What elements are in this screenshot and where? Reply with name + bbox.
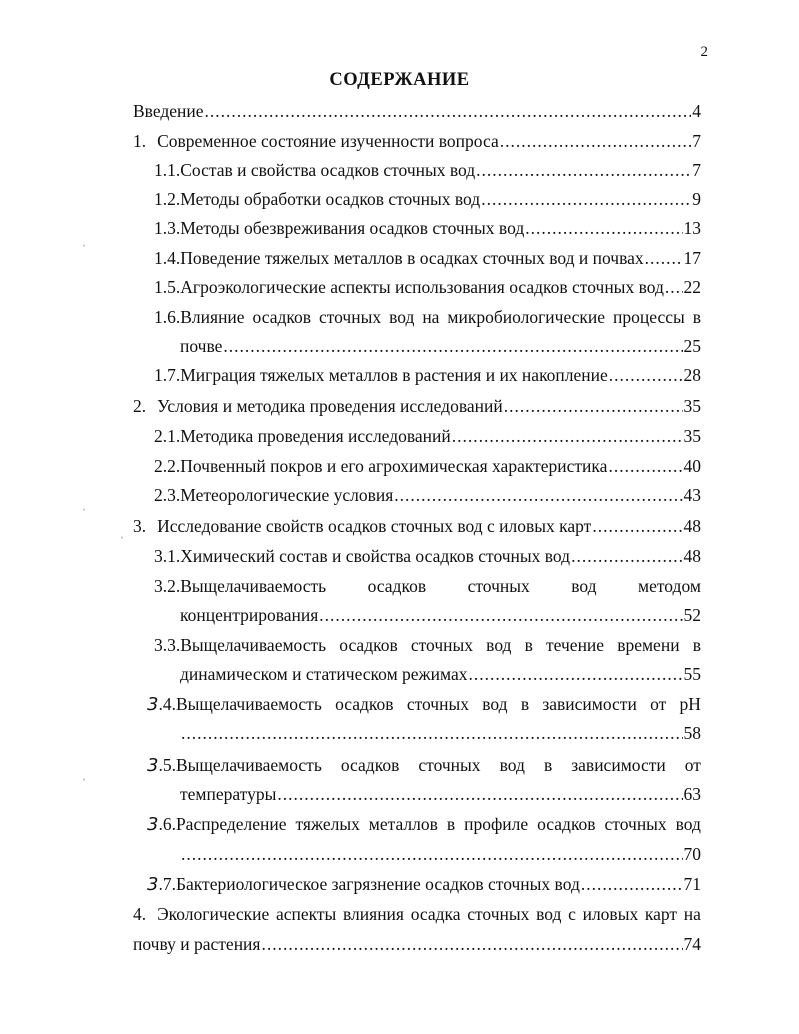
toc-entry-2-2[interactable] (154, 455, 701, 477)
toc-entry-3-1[interactable] (154, 545, 701, 567)
leader-dots (665, 276, 683, 298)
toc-word: Выщелачиваемость (175, 755, 322, 775)
toc-entry-number: .5. (158, 755, 176, 775)
toc-word: времени (617, 635, 680, 655)
scan-speck: ˌ (120, 525, 124, 539)
toc-entry-3[interactable] (133, 515, 701, 537)
toc-entry-text: Поведение тяжелых металлов в осадках сточных вод и почвах (180, 248, 644, 268)
toc-entry-3-3[interactable] (154, 634, 701, 656)
leader-dots (481, 188, 691, 210)
toc-entry-text: Введение (133, 101, 204, 121)
toc-word: Выщелачиваемость (180, 635, 327, 655)
toc-entry-page: 71 (683, 874, 701, 894)
toc-word: влияния (343, 904, 404, 924)
toc-word: в (692, 307, 701, 327)
toc-entry-number: 3. (133, 516, 147, 536)
toc-entry-page: 63 (683, 784, 701, 804)
toc-word: вод (536, 904, 562, 924)
toc-entry-text: почве (180, 336, 223, 356)
toc-word: карт (644, 904, 678, 924)
toc-entry-number: 3.1. (154, 546, 181, 566)
toc-entry-text: концентрирования (180, 605, 319, 625)
toc-entry-page: 74 (683, 934, 701, 954)
toc-entry-page: 52 (683, 605, 701, 625)
toc-word: зависимости (571, 755, 666, 775)
toc-word: сточных (604, 814, 667, 834)
scan-speck: ˌ (82, 767, 86, 781)
toc-entry-text: Метеорологические условия (180, 485, 394, 505)
toc-entry-3-4[interactable] (147, 693, 701, 716)
leader-dots (571, 545, 682, 567)
toc-entry-4-continuation[interactable] (133, 933, 701, 955)
toc-entry-3-4-continuation[interactable] (180, 722, 701, 744)
toc-word: сточных (410, 635, 474, 655)
toc-word: от (684, 755, 701, 775)
leader-dots (525, 217, 682, 239)
toc-entry-text: Методика проведения исследований (180, 426, 451, 446)
toc-word: тяжелых (295, 814, 360, 834)
toc-word: осадков (537, 814, 596, 834)
toc-entry-number: 1.2. (154, 189, 181, 209)
toc-entry-2[interactable] (133, 395, 701, 417)
toc-entry-page: 58 (683, 723, 701, 743)
toc-entry-page: 43 (683, 485, 701, 505)
toc-entry-text: почву и растения (133, 934, 261, 954)
toc-entry-text: Методы обработки осадков сточных вод (180, 189, 481, 209)
leader-dots (608, 455, 682, 477)
toc-entry-text: Методы обезвреживания осадков сточных вод (180, 218, 525, 238)
toc-entry-text: Агроэкологические аспекты использования осадков сточных вод (180, 277, 664, 297)
toc-entry-page: 4 (692, 101, 701, 121)
leader-dots (592, 515, 682, 537)
toc-word: аспекты (275, 904, 337, 924)
toc-entry-3-5-continuation[interactable] (180, 783, 701, 805)
toc-word: процессы (613, 307, 685, 327)
toc-entry-3-2-continuation[interactable] (180, 604, 701, 626)
toc-entry-number: 3.2. (154, 576, 181, 596)
toc-entry-1-6[interactable] (154, 306, 701, 328)
leader-dots (504, 395, 683, 417)
toc-entry-page: 28 (683, 365, 701, 385)
toc-word: сточных (406, 694, 469, 714)
toc-word: Распределение (175, 814, 287, 834)
toc-word: течение (546, 635, 605, 655)
toc-entry-1-1[interactable] (154, 159, 701, 181)
toc-entry-page: 70 (683, 844, 701, 864)
toc-word: Экологические (157, 904, 270, 924)
toc-word: методом (638, 576, 701, 596)
toc-word: профиле (464, 814, 529, 834)
scan-speck: ˌ (82, 233, 86, 247)
toc-entry-page: 7 (692, 131, 701, 151)
leader-dots (181, 722, 683, 744)
toc-entry-3-3-continuation[interactable] (180, 663, 701, 685)
toc-word: Выщелачиваемость (180, 576, 327, 596)
toc-word: вод (486, 635, 512, 655)
toc-word: сточных (467, 904, 530, 924)
handwritten-number: 3 (147, 874, 159, 895)
handwritten-number: 3 (147, 755, 159, 776)
leader-dots (394, 484, 682, 506)
toc-word: микробиологические (447, 307, 606, 327)
toc-word: от (650, 694, 667, 714)
leader-dots (476, 159, 691, 181)
toc-entry-4[interactable] (133, 903, 701, 925)
toc-entry-number: 1.6. (154, 307, 181, 327)
toc-word: в (543, 755, 553, 775)
toc-word: осадка (410, 904, 461, 924)
toc-word: в (446, 814, 456, 834)
toc-word: металлов (368, 814, 438, 834)
toc-entry-page: 9 (692, 189, 701, 209)
toc-entry-page: 25 (683, 336, 701, 356)
toc-entry-number: .4. (158, 694, 176, 714)
toc-word: Выщелачиваемость (175, 694, 322, 714)
toc-word: вод (482, 694, 508, 714)
toc-entry-intro[interactable] (133, 100, 701, 122)
leader-dots (469, 663, 683, 685)
toc-word: на (683, 904, 701, 924)
toc-entry-text: Химический состав и свойства осадков сточных вод (180, 546, 571, 566)
toc-word: сточных (318, 307, 382, 327)
toc-entry-page: 13 (683, 218, 701, 238)
toc-entry-text: динамическом и статическом режимах (180, 664, 468, 684)
toc-entry-1-7[interactable] (154, 364, 701, 386)
toc-entry-number: 1. (133, 131, 147, 151)
toc-entry-2-1[interactable] (154, 425, 701, 447)
leader-dots (223, 335, 682, 357)
toc-word: иловых (582, 904, 639, 924)
toc-word: осадков (335, 694, 394, 714)
toc-word: зависимости (542, 694, 637, 714)
toc-entry-3-5[interactable] (147, 754, 701, 777)
toc-entry-number: 2. (133, 396, 147, 416)
handwritten-number: 3 (147, 694, 159, 715)
toc-entry-number: 1.5. (154, 277, 181, 297)
toc-entry-number: 4. (133, 904, 147, 924)
toc-entry-text: Условия и методика проведения исследований (157, 396, 503, 416)
toc-word: в (692, 635, 701, 655)
toc-entry-page: 35 (683, 396, 701, 416)
toc-entry-page: 55 (683, 664, 701, 684)
toc-entry-page: 48 (683, 546, 701, 566)
page-number: 2 (700, 44, 708, 60)
toc-word: с (568, 904, 576, 924)
toc-entry-page: 17 (683, 248, 701, 268)
toc-word: осадков (340, 755, 400, 775)
toc-entry-page: 35 (683, 426, 701, 446)
toc-entry-number: 1.1. (154, 160, 181, 180)
toc-word: сточных (467, 576, 530, 596)
toc-word: вод (571, 576, 597, 596)
toc-entry-text: температуры (180, 784, 277, 804)
toc-entry-text: Почвенный покров и его агрохимическая характеристика (180, 456, 608, 476)
toc-word: осадков (339, 635, 398, 655)
toc-entry-number: 1.4. (154, 248, 181, 268)
toc-entry-1-6-continuation[interactable] (180, 335, 701, 357)
toc-entry-text: Миграция тяжелых металлов в растения и их накопление (180, 365, 608, 385)
toc-entry-1-3[interactable] (154, 217, 701, 239)
toc-entry-1-4[interactable] (154, 247, 701, 269)
toc-word: сточных (418, 755, 481, 775)
leader-dots (277, 783, 682, 805)
scan-speck: ˌ (82, 497, 86, 511)
toc-entry-page: 40 (683, 456, 701, 476)
toc-entry-1[interactable] (133, 130, 701, 152)
leader-dots (319, 604, 682, 626)
toc-word: Влияние (180, 307, 245, 327)
toc-entry-number: .7. (158, 874, 176, 894)
page-title: СОДЕРЖАНИЕ (329, 70, 470, 90)
toc-entry-3-6-continuation[interactable] (180, 843, 701, 865)
handwritten-number: 3 (147, 814, 159, 835)
toc-entry-1-5[interactable] (154, 276, 701, 298)
toc-entry-page: 7 (692, 160, 701, 180)
toc-entry-3-6[interactable] (147, 813, 701, 836)
toc-word: осадков (367, 576, 427, 596)
toc-entry-page: 22 (683, 277, 701, 297)
toc-entry-number: 1.7. (154, 365, 181, 385)
leader-dots (500, 130, 692, 152)
toc-entry-2-3[interactable] (154, 484, 701, 506)
toc-entry-text: Состав и свойства осадков сточных вод (180, 160, 476, 180)
toc-word: pH (679, 694, 701, 714)
toc-word: в (520, 694, 530, 714)
toc-entry-number: 2.2. (154, 456, 181, 476)
leader-dots (452, 425, 683, 447)
toc-word: осадков (252, 307, 311, 327)
leader-dots (645, 247, 683, 269)
toc-entry-text: Современное состояние изученности вопроса (157, 131, 499, 151)
toc-entry-number: 3.3. (154, 635, 181, 655)
toc-entry-number: .6. (158, 814, 176, 834)
leader-dots (205, 100, 692, 122)
toc-word: вод (675, 814, 701, 834)
toc-entry-1-2[interactable] (154, 188, 701, 210)
leader-dots (181, 843, 683, 865)
toc-entry-number: 2.3. (154, 485, 181, 505)
leader-dots (261, 933, 682, 955)
toc-entry-number: 1.3. (154, 218, 181, 238)
toc-word: в (524, 635, 533, 655)
toc-entry-page: 48 (683, 516, 701, 536)
toc-entry-text: Бактериологическое загрязнение осадков сточных вод (175, 874, 580, 894)
toc-word: вод (389, 307, 415, 327)
toc-entry-3-2[interactable] (154, 575, 701, 597)
leader-dots (609, 364, 683, 386)
leader-dots (581, 873, 683, 895)
toc-entry-text: Исследование свойств осадков сточных вод с иловых карт (157, 516, 592, 536)
toc-word: вод (499, 755, 525, 775)
toc-word: на (422, 307, 440, 327)
toc-entry-3-7[interactable] (147, 873, 701, 896)
toc-entry-number: 2.1. (154, 426, 181, 446)
